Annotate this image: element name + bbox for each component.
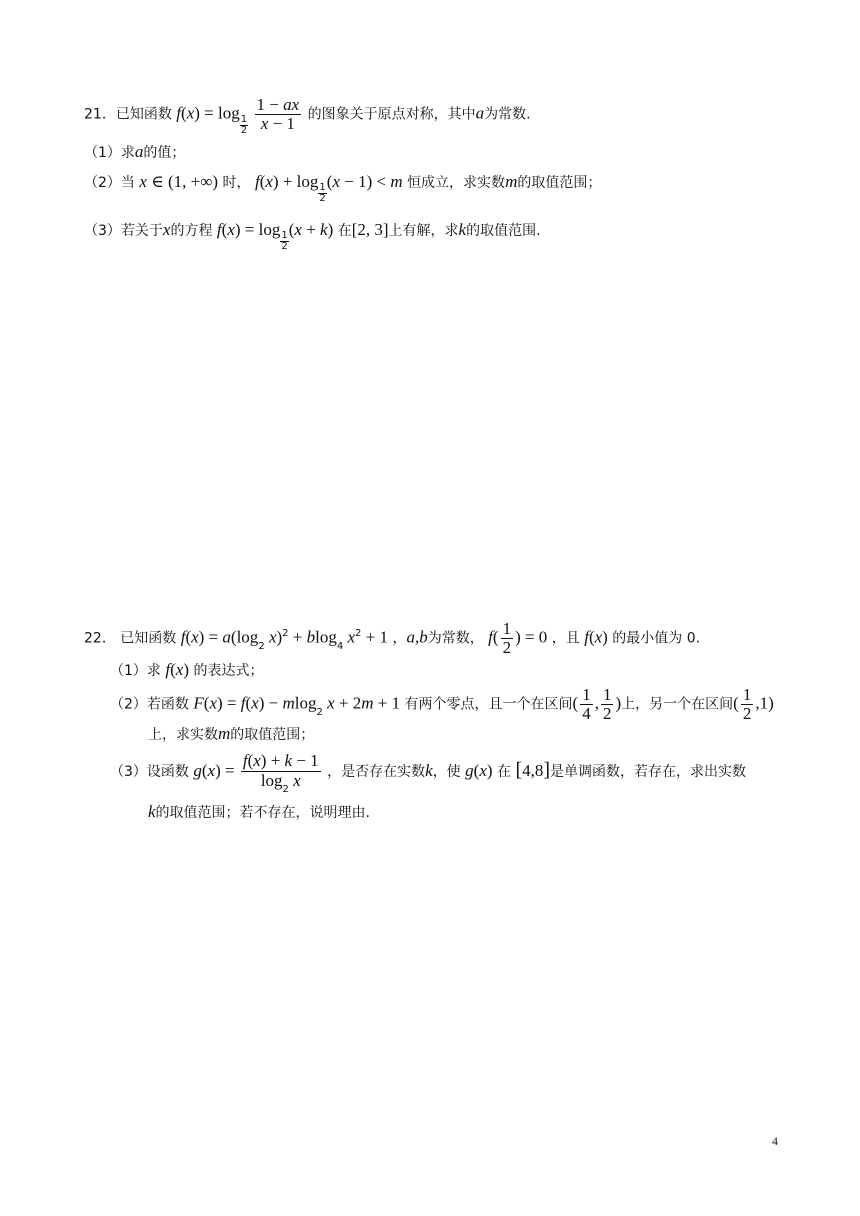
q22-part2: （2）若函数 F(x) = f(x) − mlog$_2$ x + 2m + 1 有两个零点，且一个在区间( $\frac{1}{4}$ , $\frac{1}{2}$ )上，另一个在区间( $\frac{1}{2}$ ,1): [110, 685, 774, 723]
q21-part2-mid2: 恒成立，求实数: [407, 175, 506, 191]
q22-part2-label: （2）若函数: [110, 696, 189, 713]
q22-fx: f: [584, 627, 589, 647]
q21-part3-mid2: 在: [337, 223, 352, 239]
q22-part3-gx: g: [193, 761, 202, 780]
q22-part3-label: （3）设函数: [110, 764, 189, 780]
q21-var-a: a: [475, 103, 485, 123]
q22-part1: （1）求 f(x) 的表达式；: [110, 660, 264, 679]
q22-intro-end: 的最小值为 0.: [612, 630, 701, 647]
q22-part2-mid: 有两个零点，且一个在区间: [404, 696, 573, 713]
q21-part2-domain: x: [139, 172, 147, 191]
q22-part3-fraction: $\frac{f(x) + k - 1}{\log_2 x}$: [242, 750, 319, 795]
q22-part2-end: 的取值范围；: [230, 727, 315, 743]
q22-part2-mid2: 上，另一个在区间: [621, 696, 734, 713]
q22-part2-interval2: $\frac{1}{2}$: [742, 685, 752, 723]
q22-intro-mid2: 为常数，: [427, 630, 484, 647]
q22-part1-end: 的表达式；: [193, 663, 264, 679]
q21-part2-label: （2）当: [84, 175, 135, 191]
q21-intro: 21．已知函数 f(x) = log $\frac{1}{2}$ $\frac{1 - ax}{x - 1}$ 的图象关于原点对称，其中a为常数.: [84, 95, 531, 136]
q21-part1-var: a: [134, 142, 144, 161]
q22-part1-label: （1）求: [110, 663, 161, 679]
q21-intro-middle: 的图象关于原点对称，其中: [307, 106, 476, 123]
q21-part3-var-k: k: [458, 220, 467, 239]
q21-part2-end: 的取值范围；: [517, 175, 602, 191]
q22-part3-mid3: 在: [496, 764, 511, 780]
q22-part3-var-k: k: [425, 761, 433, 780]
log-base-half: $\frac{1}{2}$: [240, 113, 248, 136]
q22-part2-var-m: m: [218, 724, 231, 743]
q22-intro-prefix: 22． 已知函数: [84, 630, 177, 647]
q22-intro-mid: ，: [392, 630, 407, 647]
q21-part2: （2）当 x ∈ (1, +∞) 时， f(x) + log $\frac{1}{2}$ (x − 1) < m 恒成立，求实数m的取值范围；: [84, 172, 602, 204]
q21-function-formula: f: [176, 103, 182, 123]
q21-part3-label: （3）若关于: [84, 223, 163, 239]
q21-part2-mid: 时，: [222, 175, 251, 191]
q21-part3: （3）若关于x的方程 f(x) = log $\frac{1}{2}$ (x + k) 在[2, 3]上有解，求k的取值范围.: [84, 220, 541, 252]
q22-intro-mid3: ，且: [551, 630, 580, 647]
q22-part3-mid2: ，使: [432, 764, 461, 780]
q22-part2-Fx: F: [193, 693, 204, 713]
q21-fraction: $\frac{1 - ax}{x - 1}$: [256, 95, 300, 133]
q21-part1: [84, 142, 185, 163]
page-number: 4: [772, 1134, 778, 1148]
q21-part3-equation: f: [216, 220, 222, 239]
q22-part3-line2-var-k: k: [148, 802, 156, 821]
q21-part2-inequality: f: [254, 172, 260, 191]
q21-part1-end: 的值；: [143, 145, 186, 161]
q21-part3-mid3: 上有解，求: [388, 223, 459, 239]
q22-condition: f: [488, 627, 493, 647]
q22-part3-mid: ，是否存在实数: [327, 764, 426, 780]
q22-part3-interval: [4,8]: [515, 759, 551, 781]
q21-part1-label: （1）求: [84, 145, 135, 161]
q22-part1-fx: f: [165, 660, 171, 679]
q22-part3-line2-text: 的取值范围；若不存在，说明理由.: [155, 805, 370, 821]
q21-part3-end: 的取值范围.: [466, 223, 541, 239]
q22-part3-line2: [148, 802, 370, 823]
q21-intro-prefix: 21．已知函数: [84, 106, 172, 123]
q21-part3-var-x: x: [162, 220, 171, 239]
q22-intro: 22． 已知函数 $f(x) = a(\log_2$ x)$^2$ + blog$_4$ $x^2 + 1$ ，a,b为常数， f( $\frac{1}{2}$ ) = 0 ，且 f(x) 的最小值为 0.: [84, 619, 701, 657]
q22-function-formula: f: [180, 627, 186, 647]
q22-part2-line2-text: 上，求实数: [148, 727, 218, 743]
q22-part3: （3）设函数 g(x) = $\frac{f(x) + k - 1}{\log_2 x}$ ，是否存在实数k，使 g(x) 在 [4,8]是单调函数，若存在，求出实数: [110, 750, 747, 795]
q21-part3-interval: [2, 3]: [351, 220, 389, 239]
q21-part2-var-m: m: [505, 172, 518, 191]
q21-part3-mid: 的方程: [170, 223, 213, 239]
q21-intro-end: 为常数.: [484, 106, 531, 123]
q22-part2-line2: [148, 724, 314, 745]
q22-part2-interval1: $\frac{1}{4}$: [582, 685, 591, 723]
q22-part3-mid4: 是单调函数，若存在，求出实数: [550, 764, 747, 780]
q22-intro-ab: a,b: [406, 627, 428, 647]
